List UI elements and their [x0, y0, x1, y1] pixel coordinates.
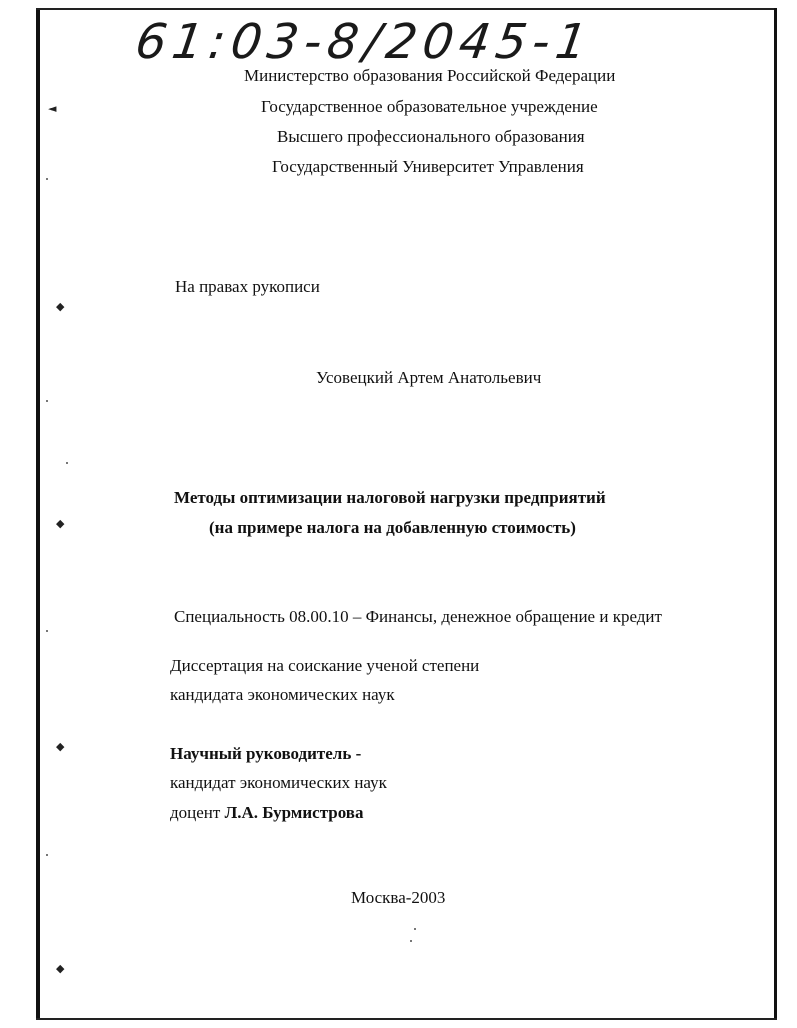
scan-speck [414, 928, 416, 930]
binding-mark-icon: ◆ [56, 740, 65, 753]
binding-mark-icon: ◆ [56, 517, 65, 530]
scan-edge-right [774, 8, 777, 1020]
scan-speck [46, 178, 48, 180]
institution-type: Государственное образовательное учреждение [261, 97, 598, 116]
scan-speck [46, 854, 48, 856]
binding-mark-icon: ◆ [56, 300, 65, 313]
scan-speck [66, 462, 68, 464]
ministry-name: Министерство образования Российской Федерации [244, 66, 616, 85]
scan-edge-top [36, 8, 776, 10]
specialty: Специальность 08.00.10 – Финансы, денежное обращение и кредит [174, 607, 662, 626]
supervisor-degree: кандидат экономических наук [170, 773, 387, 792]
scan-speck [410, 940, 412, 942]
education-level: Высшего профессионального образования [277, 127, 585, 146]
dissertation-title-line-1: Методы оптимизации налоговой нагрузки предприятий [174, 488, 606, 507]
binding-mark-icon: ◆ [56, 962, 65, 975]
scan-edge-left [36, 8, 40, 1020]
handwritten-archive-number: 61:03-8/2045-1 [132, 14, 597, 70]
university-name: Государственный Университет Управления [272, 157, 584, 176]
dissertation-purpose-line-1: Диссертация на соискание ученой степени [170, 656, 480, 675]
manuscript-note: На правах рукописи [175, 277, 320, 296]
supervisor-rank: доцент [170, 803, 221, 822]
city-year: Москва-2003 [351, 888, 446, 907]
supervisor-line [170, 803, 363, 823]
dissertation-purpose-line-2: кандидата экономических наук [170, 685, 395, 704]
scan-speck [46, 630, 48, 632]
binding-mark-icon: ◄ [48, 102, 57, 115]
author-name: Усовецкий Артем Анатольевич [316, 368, 542, 387]
supervisor-name: Л.А. Бурмистрова [224, 803, 364, 822]
supervisor-heading: Научный руководитель - [170, 744, 362, 763]
scan-edge-bottom [36, 1018, 777, 1020]
dissertation-title-line-2: (на примере налога на добавленную стоимость) [209, 518, 576, 537]
scan-speck [46, 400, 48, 402]
